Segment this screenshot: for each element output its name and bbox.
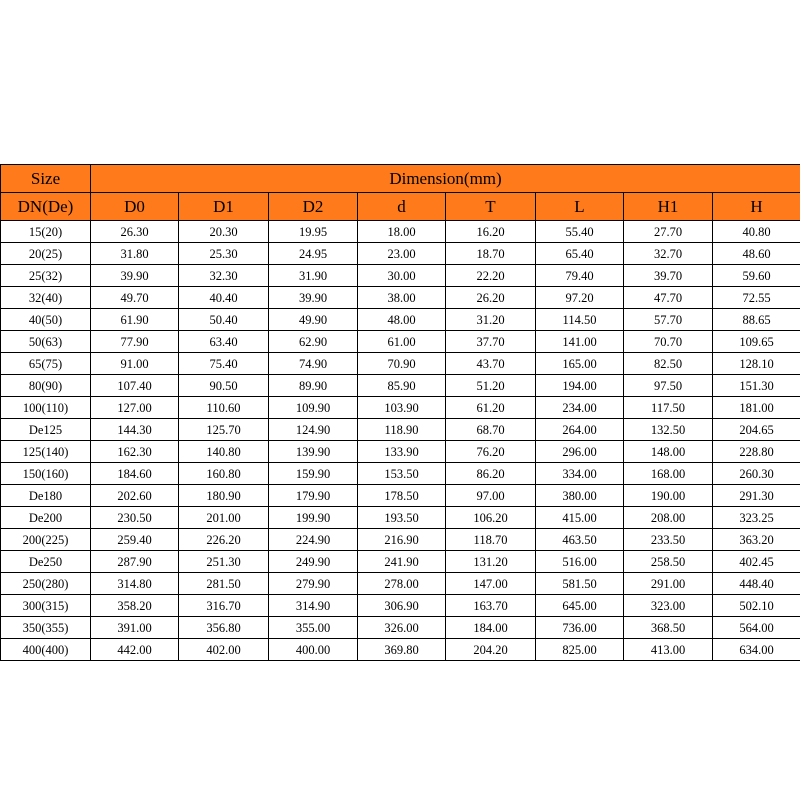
value-cell: 323.00: [624, 595, 713, 617]
table-row: [1, 309, 800, 331]
value-cell: 363.20: [713, 529, 800, 551]
value-cell: 117.50: [624, 397, 713, 419]
value-cell: 39.90: [269, 287, 358, 309]
value-cell: 23.00: [358, 243, 446, 265]
value-cell: 413.00: [624, 639, 713, 661]
value-cell: 103.90: [358, 397, 446, 419]
value-cell: 91.00: [91, 353, 179, 375]
value-cell: 131.20: [446, 551, 536, 573]
value-cell: 234.00: [536, 397, 624, 419]
value-cell: 127.00: [91, 397, 179, 419]
value-cell: 70.90: [358, 353, 446, 375]
value-cell: 19.95: [269, 221, 358, 243]
value-cell: 86.20: [446, 463, 536, 485]
value-cell: 124.90: [269, 419, 358, 441]
value-cell: 97.50: [624, 375, 713, 397]
value-cell: 190.00: [624, 485, 713, 507]
table-row: [1, 243, 800, 265]
value-cell: 148.00: [624, 441, 713, 463]
value-cell: 645.00: [536, 595, 624, 617]
table-row: [1, 397, 800, 419]
value-cell: 463.50: [536, 529, 624, 551]
value-cell: 564.00: [713, 617, 800, 639]
value-cell: 736.00: [536, 617, 624, 639]
size-cell: De200: [1, 507, 91, 529]
value-cell: 89.90: [269, 375, 358, 397]
value-cell: 57.70: [624, 309, 713, 331]
size-cell: 40(50): [1, 309, 91, 331]
value-cell: 151.30: [713, 375, 800, 397]
value-cell: 147.00: [446, 573, 536, 595]
value-cell: 230.50: [91, 507, 179, 529]
value-cell: 48.60: [713, 243, 800, 265]
value-cell: 37.70: [446, 331, 536, 353]
value-cell: 59.60: [713, 265, 800, 287]
size-cell: 200(225): [1, 529, 91, 551]
value-cell: 184.00: [446, 617, 536, 639]
value-cell: 251.30: [179, 551, 269, 573]
value-cell: 502.10: [713, 595, 800, 617]
value-cell: 402.00: [179, 639, 269, 661]
value-cell: 216.90: [358, 529, 446, 551]
value-cell: 90.50: [179, 375, 269, 397]
value-cell: 159.90: [269, 463, 358, 485]
value-cell: 163.70: [446, 595, 536, 617]
value-cell: 68.70: [446, 419, 536, 441]
value-cell: 259.40: [91, 529, 179, 551]
value-cell: 144.30: [91, 419, 179, 441]
value-cell: 140.80: [179, 441, 269, 463]
value-cell: 70.70: [624, 331, 713, 353]
value-cell: 32.30: [179, 265, 269, 287]
value-cell: 249.90: [269, 551, 358, 573]
size-subheader: DN(De): [1, 193, 91, 221]
value-cell: 62.90: [269, 331, 358, 353]
value-cell: 18.70: [446, 243, 536, 265]
value-cell: 18.00: [358, 221, 446, 243]
table-row: [1, 441, 800, 463]
value-cell: 88.65: [713, 309, 800, 331]
value-cell: 107.40: [91, 375, 179, 397]
table-row: [1, 551, 800, 573]
value-cell: 49.70: [91, 287, 179, 309]
value-cell: 132.50: [624, 419, 713, 441]
value-cell: 287.90: [91, 551, 179, 573]
value-cell: 114.50: [536, 309, 624, 331]
size-cell: 250(280): [1, 573, 91, 595]
value-cell: 208.00: [624, 507, 713, 529]
value-cell: 72.55: [713, 287, 800, 309]
value-cell: 326.00: [358, 617, 446, 639]
value-cell: 168.00: [624, 463, 713, 485]
value-cell: 61.90: [91, 309, 179, 331]
value-cell: 369.80: [358, 639, 446, 661]
value-cell: 355.00: [269, 617, 358, 639]
value-cell: 241.90: [358, 551, 446, 573]
table-row: [1, 463, 800, 485]
value-cell: 314.80: [91, 573, 179, 595]
size-cell: 300(315): [1, 595, 91, 617]
value-cell: 76.20: [446, 441, 536, 463]
value-cell: 55.40: [536, 221, 624, 243]
value-cell: 61.20: [446, 397, 536, 419]
value-cell: 109.90: [269, 397, 358, 419]
value-cell: 49.90: [269, 309, 358, 331]
size-cell: 20(25): [1, 243, 91, 265]
value-cell: 193.50: [358, 507, 446, 529]
table-row: [1, 353, 800, 375]
value-cell: 24.95: [269, 243, 358, 265]
value-cell: 402.45: [713, 551, 800, 573]
value-cell: 97.20: [536, 287, 624, 309]
value-cell: 224.90: [269, 529, 358, 551]
value-cell: 204.65: [713, 419, 800, 441]
value-cell: 48.00: [358, 309, 446, 331]
size-cell: De250: [1, 551, 91, 573]
size-cell: 50(63): [1, 331, 91, 353]
size-cell: 80(90): [1, 375, 91, 397]
value-cell: 118.70: [446, 529, 536, 551]
value-cell: 65.40: [536, 243, 624, 265]
size-cell: 150(160): [1, 463, 91, 485]
value-cell: 356.80: [179, 617, 269, 639]
value-cell: 63.40: [179, 331, 269, 353]
value-cell: 368.50: [624, 617, 713, 639]
value-cell: 233.50: [624, 529, 713, 551]
value-cell: 184.60: [91, 463, 179, 485]
value-cell: 400.00: [269, 639, 358, 661]
table-row: [1, 221, 800, 243]
value-cell: 39.90: [91, 265, 179, 287]
value-cell: 634.00: [713, 639, 800, 661]
value-cell: 181.00: [713, 397, 800, 419]
table-row: [1, 287, 800, 309]
table-row: [1, 617, 800, 639]
value-cell: 106.20: [446, 507, 536, 529]
size-cell: 100(110): [1, 397, 91, 419]
value-cell: 79.40: [536, 265, 624, 287]
column-header: D2: [269, 193, 358, 221]
table-body: [1, 221, 800, 661]
value-cell: 82.50: [624, 353, 713, 375]
value-cell: 516.00: [536, 551, 624, 573]
value-cell: 75.40: [179, 353, 269, 375]
column-header: d: [358, 193, 446, 221]
table-row: [1, 595, 800, 617]
value-cell: 178.50: [358, 485, 446, 507]
value-cell: 50.40: [179, 309, 269, 331]
size-cell: 65(75): [1, 353, 91, 375]
value-cell: 581.50: [536, 573, 624, 595]
value-cell: 415.00: [536, 507, 624, 529]
column-header: D1: [179, 193, 269, 221]
value-cell: 74.90: [269, 353, 358, 375]
column-header: L: [536, 193, 624, 221]
value-cell: 201.00: [179, 507, 269, 529]
value-cell: 125.70: [179, 419, 269, 441]
value-cell: 264.00: [536, 419, 624, 441]
value-cell: 25.30: [179, 243, 269, 265]
value-cell: 31.80: [91, 243, 179, 265]
dimension-table: [0, 164, 800, 661]
value-cell: 61.00: [358, 331, 446, 353]
value-cell: 77.90: [91, 331, 179, 353]
value-cell: 165.00: [536, 353, 624, 375]
value-cell: 20.30: [179, 221, 269, 243]
value-cell: 160.80: [179, 463, 269, 485]
value-cell: 139.90: [269, 441, 358, 463]
value-cell: 43.70: [446, 353, 536, 375]
value-cell: 442.00: [91, 639, 179, 661]
value-cell: 47.70: [624, 287, 713, 309]
value-cell: 296.00: [536, 441, 624, 463]
size-cell: De125: [1, 419, 91, 441]
table-row: [1, 331, 800, 353]
value-cell: 334.00: [536, 463, 624, 485]
value-cell: 358.20: [91, 595, 179, 617]
value-cell: 258.50: [624, 551, 713, 573]
value-cell: 153.50: [358, 463, 446, 485]
value-cell: 141.00: [536, 331, 624, 353]
value-cell: 306.90: [358, 595, 446, 617]
value-cell: 323.25: [713, 507, 800, 529]
value-cell: 314.90: [269, 595, 358, 617]
value-cell: 279.90: [269, 573, 358, 595]
size-cell: 25(32): [1, 265, 91, 287]
dimension-header: Dimension(mm): [91, 165, 800, 193]
size-header: Size: [1, 165, 91, 193]
value-cell: 391.00: [91, 617, 179, 639]
table-row: [1, 529, 800, 551]
value-cell: 291.00: [624, 573, 713, 595]
size-cell: 400(400): [1, 639, 91, 661]
column-header-row: [1, 193, 800, 221]
column-header: T: [446, 193, 536, 221]
value-cell: 133.90: [358, 441, 446, 463]
value-cell: 281.50: [179, 573, 269, 595]
value-cell: 825.00: [536, 639, 624, 661]
value-cell: 202.60: [91, 485, 179, 507]
table-row: [1, 265, 800, 287]
value-cell: 228.80: [713, 441, 800, 463]
column-header: D0: [91, 193, 179, 221]
value-cell: 448.40: [713, 573, 800, 595]
value-cell: 30.00: [358, 265, 446, 287]
value-cell: 204.20: [446, 639, 536, 661]
value-cell: 226.20: [179, 529, 269, 551]
value-cell: 26.20: [446, 287, 536, 309]
value-cell: 97.00: [446, 485, 536, 507]
value-cell: 128.10: [713, 353, 800, 375]
value-cell: 162.30: [91, 441, 179, 463]
column-header: H1: [624, 193, 713, 221]
size-cell: 125(140): [1, 441, 91, 463]
table-row: [1, 485, 800, 507]
value-cell: 31.90: [269, 265, 358, 287]
value-cell: 26.30: [91, 221, 179, 243]
value-cell: 38.00: [358, 287, 446, 309]
value-cell: 40.40: [179, 287, 269, 309]
value-cell: 180.90: [179, 485, 269, 507]
value-cell: 27.70: [624, 221, 713, 243]
size-cell: 350(355): [1, 617, 91, 639]
value-cell: 278.00: [358, 573, 446, 595]
value-cell: 194.00: [536, 375, 624, 397]
value-cell: 291.30: [713, 485, 800, 507]
size-cell: 15(20): [1, 221, 91, 243]
value-cell: 22.20: [446, 265, 536, 287]
value-cell: 40.80: [713, 221, 800, 243]
value-cell: 179.90: [269, 485, 358, 507]
value-cell: 110.60: [179, 397, 269, 419]
value-cell: 199.90: [269, 507, 358, 529]
table-row: [1, 507, 800, 529]
size-cell: De180: [1, 485, 91, 507]
size-cell: 32(40): [1, 287, 91, 309]
value-cell: 316.70: [179, 595, 269, 617]
table-row: [1, 419, 800, 441]
table-row: [1, 639, 800, 661]
value-cell: 16.20: [446, 221, 536, 243]
table-row: [1, 573, 800, 595]
value-cell: 32.70: [624, 243, 713, 265]
value-cell: 31.20: [446, 309, 536, 331]
value-cell: 118.90: [358, 419, 446, 441]
value-cell: 39.70: [624, 265, 713, 287]
value-cell: 85.90: [358, 375, 446, 397]
table-row: [1, 375, 800, 397]
column-header: H: [713, 193, 800, 221]
value-cell: 51.20: [446, 375, 536, 397]
value-cell: 109.65: [713, 331, 800, 353]
value-cell: 380.00: [536, 485, 624, 507]
value-cell: 260.30: [713, 463, 800, 485]
